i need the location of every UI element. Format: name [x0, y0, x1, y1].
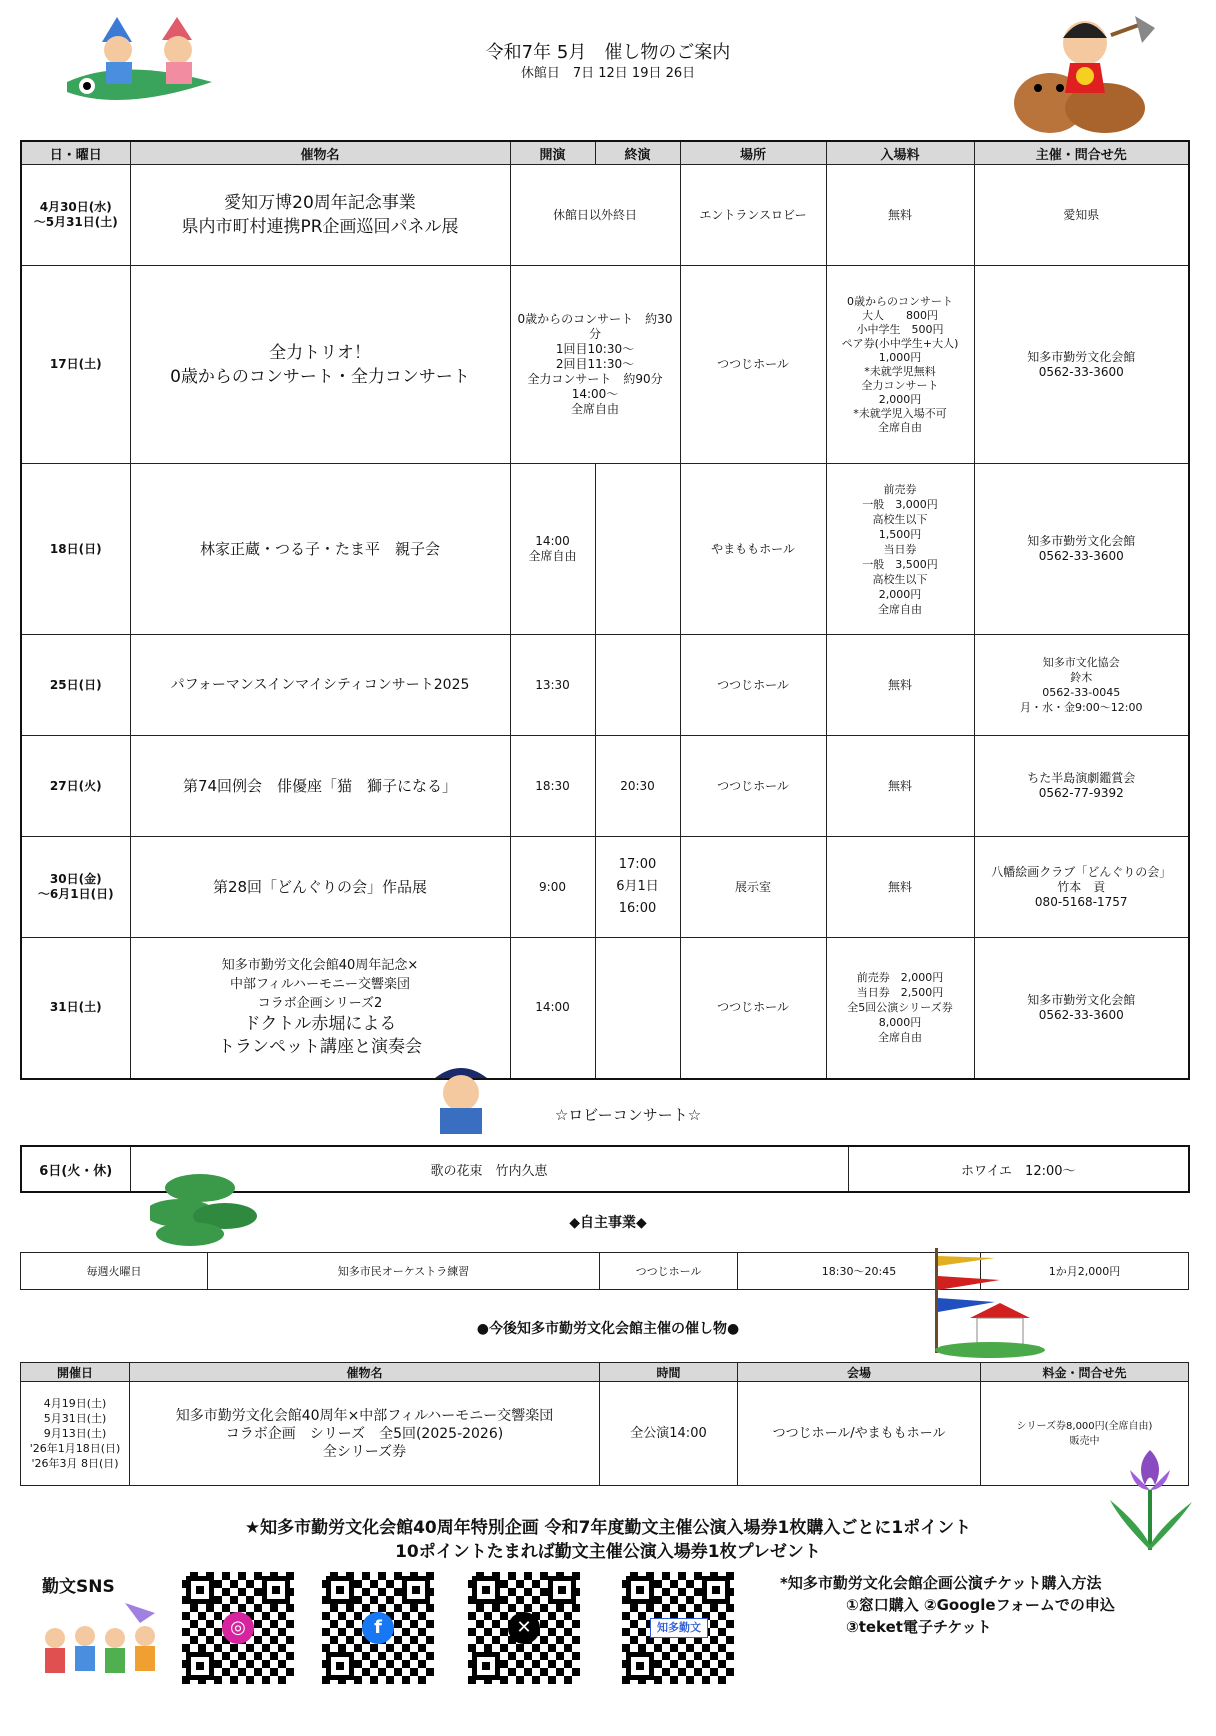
- ticket-method-2: ③teket電子チケット: [846, 1618, 992, 1636]
- table-header-row: [21, 1363, 1189, 1382]
- facebook-qr-code[interactable]: [322, 1572, 434, 1684]
- event-end: [595, 635, 680, 736]
- self-event-fee: 1か月2,000円: [981, 1253, 1189, 1290]
- event-fee: 0歳からのコンサート 大人 800円 小中学生 500円 ペア券(小中学生+大人) 1,000円 *未就学児無料 全力コンサート 2,000円 *未就学児入場不可 全席自由: [826, 266, 974, 464]
- table-row: [21, 837, 1189, 938]
- event-contact: 知多市勤労文化会館 0562-33-3600: [974, 464, 1189, 635]
- lobby-title: 歌の花束 竹内久恵: [130, 1146, 848, 1192]
- event-date: 17日(土): [21, 266, 130, 464]
- event-name: 第74回例会 俳優座「猫 獅子になる」: [130, 736, 510, 837]
- col-header: 料金・問合せ先: [981, 1363, 1189, 1382]
- col-header: 場所: [680, 141, 826, 165]
- events-table: [20, 140, 1190, 1080]
- music-children-illustration: [35, 1598, 170, 1690]
- event-start: 9:00: [510, 837, 595, 938]
- event-contact: 知多市文化協会 鈴木 0562-33-0045 月・水・金9:00～12:00: [974, 635, 1189, 736]
- future-fee: シリーズ券8,000円(全席自由) 販売中: [981, 1382, 1189, 1486]
- event-fee: 無料: [826, 736, 974, 837]
- event-place: 展示室: [680, 837, 826, 938]
- table-row: [21, 736, 1189, 837]
- page-title: 令和7年 5月 催し物のご案内: [485, 42, 731, 63]
- lobby-date: 6日(火・休): [21, 1146, 130, 1192]
- future-heading: ●今後知多市勤労文化会館主催の催し物●: [476, 1321, 740, 1337]
- event-name: 愛知万博20周年記念事業 県内市町村連携PR企画巡回パネル展: [130, 165, 510, 266]
- future-events-table: [20, 1362, 1189, 1486]
- event-end: 20:30: [595, 736, 680, 837]
- future-place: つつじホール/やまももホール: [738, 1382, 981, 1486]
- event-name: 第28回「どんぐりの会」作品展: [130, 837, 510, 938]
- event-time: 休館日以外終日: [510, 165, 680, 266]
- col-header: 終演: [595, 141, 680, 165]
- sns-label: 勤文SNS: [42, 1577, 115, 1597]
- ticket-method-1: ①窓口購入 ②Googleフォームでの申込: [846, 1596, 1115, 1614]
- table-row: [21, 938, 1189, 1079]
- self-event-day: 毎週火曜日: [21, 1253, 208, 1290]
- event-time: 0歳からのコンサート 約30分 1回目10:30～ 2回目11:30～ 全力コンサート 約90分 14:00～ 全席自由: [510, 266, 680, 464]
- event-date: 27日(火): [21, 736, 130, 837]
- event-name: パフォーマンスインマイシティコンサート2025: [130, 635, 510, 736]
- event-fee: 無料: [826, 635, 974, 736]
- table-row: [21, 635, 1189, 736]
- kashiwa-mochi-illustration: [150, 1168, 260, 1248]
- col-header: 開催日: [21, 1363, 130, 1382]
- koinobori-house-illustration: [925, 1248, 1045, 1358]
- x-qr-code[interactable]: [468, 1572, 580, 1684]
- line-qr-code[interactable]: [622, 1572, 734, 1684]
- promo-line-1: ★知多市勤労文化会館40周年特別企画 令和7年度勤文主催公演入場券1枚購入ごとに1ポイント: [244, 1518, 972, 1538]
- col-header: 開演: [510, 141, 595, 165]
- event-start: 13:30: [510, 635, 595, 736]
- event-name: ドクトル赤堀による トランペット講座と演奏会: [218, 1014, 422, 1058]
- event-name: 全力トリオ！ 0歳からのコンサート・全力コンサート: [130, 266, 510, 464]
- event-end: [595, 938, 680, 1079]
- col-header: 催物名: [130, 1363, 600, 1382]
- event-place: つつじホール: [680, 938, 826, 1079]
- event-fee: 無料: [826, 165, 974, 266]
- event-fee: 無料: [826, 837, 974, 938]
- event-fee: 前売券 一般 3,000円 高校生以下 1,500円 当日券 一般 3,500円 高校生以下 2,000円 全席自由: [826, 464, 974, 635]
- lobby-place-time: ホワイエ 12:00～: [848, 1146, 1189, 1192]
- col-header: 時間: [600, 1363, 738, 1382]
- event-place: エントランスロビー: [680, 165, 826, 266]
- x-icon: ✕: [508, 1612, 540, 1644]
- table-row: [21, 464, 1189, 635]
- event-end: [595, 464, 680, 635]
- self-event-place: つつじホール: [600, 1253, 738, 1290]
- event-contact: 愛知県: [974, 165, 1189, 266]
- event-place: やまももホール: [680, 464, 826, 635]
- event-name: 林家正蔵・つる子・たま平 親子会: [130, 464, 510, 635]
- event-date: 18日(日): [21, 464, 130, 635]
- event-start: 14:00 全席自由: [510, 464, 595, 635]
- event-start: 14:00: [510, 938, 595, 1079]
- event-place: つつじホール: [680, 266, 826, 464]
- table-row: [21, 165, 1189, 266]
- promo-line-2: 10ポイントたまれば勤文主催公演入場券1枚プレゼント: [395, 1542, 821, 1562]
- event-start: 18:30: [510, 736, 595, 837]
- event-end: 17:00 6月1日 16:00: [595, 837, 680, 938]
- event-contact: 知多市勤労文化会館 0562-33-3600: [974, 938, 1189, 1079]
- instagram-qr-code[interactable]: [182, 1572, 294, 1684]
- event-contact: 知多市勤労文化会館 0562-33-3600: [974, 266, 1189, 464]
- event-contact: 八幡絵画クラブ「どんぐりの会」 竹本 貢 080-5168-1757: [974, 837, 1189, 938]
- event-place: つつじホール: [680, 736, 826, 837]
- event-fee: 前売券 2,000円 当日券 2,500円 全5回公演シリーズ券 8,000円 全席自由: [826, 938, 974, 1079]
- event-date: 25日(日): [21, 635, 130, 736]
- future-dates: 4月19日(土) 5月31日(土) 9月13日(土) '26年1月18日(日) '26年3月 8日(日): [21, 1382, 130, 1486]
- col-header: 催物名: [130, 141, 510, 165]
- table-row: [21, 266, 1189, 464]
- lobby-heading: ☆ロビーコンサート☆: [554, 1106, 702, 1124]
- col-header: 会場: [738, 1363, 981, 1382]
- future-time: 全公演14:00: [600, 1382, 738, 1486]
- ticket-heading: *知多市勤労文化会館企画公演チケット購入方法: [780, 1574, 1102, 1592]
- col-header: 主催・問合せ先: [974, 141, 1189, 165]
- table-header-row: [21, 141, 1189, 165]
- future-event: 知多市勤労文化会館40周年×中部フィルハーモニー交響楽団 コラボ企画 シリーズ 全5回(2025-2026) 全シリーズ券: [130, 1382, 600, 1486]
- col-header: 入場料: [826, 141, 974, 165]
- instagram-icon: ◎: [222, 1612, 254, 1644]
- closed-days: 休館日 7日 12日 19日 26日: [520, 66, 696, 81]
- event-contact: ちた半島演劇鑑賞会 0562-77-9392: [974, 736, 1189, 837]
- self-event-time: 18:30～20:45: [738, 1253, 981, 1290]
- self-events-heading: ◆自主事業◆: [569, 1215, 647, 1231]
- col-header: 日・曜日: [21, 141, 130, 165]
- event-subtitle: 知多市勤労文化会館40周年記念× 中部フィルハーモニー交響楽団 コラボ企画シリーズ2: [221, 958, 419, 1012]
- event-date: 31日(土): [21, 938, 130, 1079]
- event-date: 30日(金) ～6月1日(日): [21, 837, 130, 938]
- self-event-name: 知多市民オーケストラ練習: [208, 1253, 600, 1290]
- event-place: つつじホール: [680, 635, 826, 736]
- event-date: 4月30日(水) ～5月31日(土): [21, 165, 130, 266]
- table-row: [21, 1382, 1189, 1486]
- qr-badge: 知多勤文: [650, 1618, 708, 1638]
- facebook-icon: f: [362, 1612, 394, 1644]
